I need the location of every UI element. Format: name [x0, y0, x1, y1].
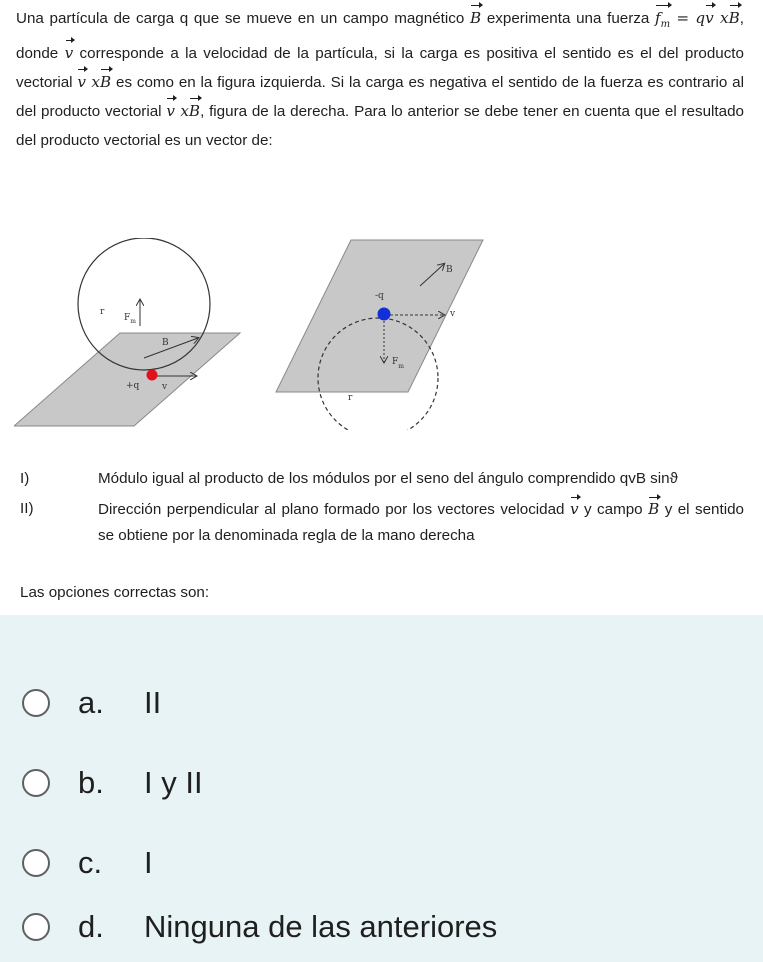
left-label-v: v [162, 382, 168, 392]
statements-list [16, 466, 744, 553]
left-label-q: +q [126, 381, 140, 391]
figure-positive-charge [14, 238, 240, 426]
right-label-F: $F_m$ [392, 357, 404, 370]
option-d-letter: d. [78, 909, 104, 944]
left-label-B: B [162, 338, 169, 348]
symbol-B: B [470, 9, 481, 27]
radio-d[interactable] [22, 913, 50, 941]
intro-text-3: , donde [16, 10, 745, 63]
positive-particle [147, 370, 158, 381]
cross-product-1: v xB [77, 73, 111, 91]
magnetic-force-figures [14, 238, 484, 430]
question-intro [16, 4, 744, 155]
symbol-v: v [65, 44, 74, 62]
statement-2-text: Dirección perpendicular al plano formado por los vectores velocidad v y campo B y el sentido se obtiene por la denominada regla de la mano derecha [98, 496, 744, 549]
correct-options-label: Las opciones correctas son: [20, 584, 210, 601]
radio-b[interactable] [22, 769, 50, 797]
negative-particle [378, 308, 391, 321]
force-equation: $f_m$ = qv xB [655, 9, 740, 27]
left-label-r: r [100, 307, 105, 317]
option-a-text: II [144, 685, 162, 720]
right-label-B: B [446, 265, 453, 275]
answer-options [0, 615, 763, 962]
intro-text-1: Una partícula de carga q que se mueve en un campo magnético [16, 10, 465, 27]
intro-text-6: , figura de la derecha. Para lo anterior se debe tener en cuenta que el resultado del producto vectorial es un vector de: [16, 103, 744, 150]
radio-a[interactable] [22, 689, 50, 717]
statement-1-number: I) [20, 470, 30, 487]
intro-text-5: es como en la figura izquierda. Si la carga es negativa el sentido de la fuerza es contrario al del producto vectorial [16, 74, 744, 121]
option-b[interactable] [22, 763, 662, 803]
left-plane [14, 333, 240, 426]
option-c-text: I [144, 845, 153, 880]
statement-1-text: Módulo igual al producto de los módulos por el seno del ángulo comprendido qvB sinϑ [98, 470, 678, 487]
figure-negative-charge [276, 240, 483, 430]
intro-text-4: corresponde a la velocidad de la partícula, si la carga es positiva el sentido es el del producto vectorial [16, 45, 744, 92]
option-b-text: I y II [144, 765, 203, 800]
option-b-letter: b. [78, 765, 104, 800]
statement-2 [16, 496, 744, 549]
option-d[interactable] [22, 907, 662, 947]
statement-2-number: II) [20, 500, 34, 517]
right-label-v: v [450, 309, 456, 319]
option-d-text: Ninguna de las anteriores [144, 909, 498, 944]
right-label-r: r [348, 393, 353, 403]
option-c[interactable] [22, 843, 662, 883]
intro-text-2: experimenta una fuerza [486, 10, 650, 27]
right-label-q: -q [375, 291, 384, 301]
option-c-letter: c. [78, 845, 103, 880]
statement-1 [16, 466, 744, 492]
option-a-letter: a. [78, 685, 104, 720]
radio-c[interactable] [22, 849, 50, 877]
cross-product-2: v xB [166, 102, 200, 120]
left-label-F: $F_m$ [124, 313, 136, 325]
option-a[interactable] [22, 683, 662, 723]
